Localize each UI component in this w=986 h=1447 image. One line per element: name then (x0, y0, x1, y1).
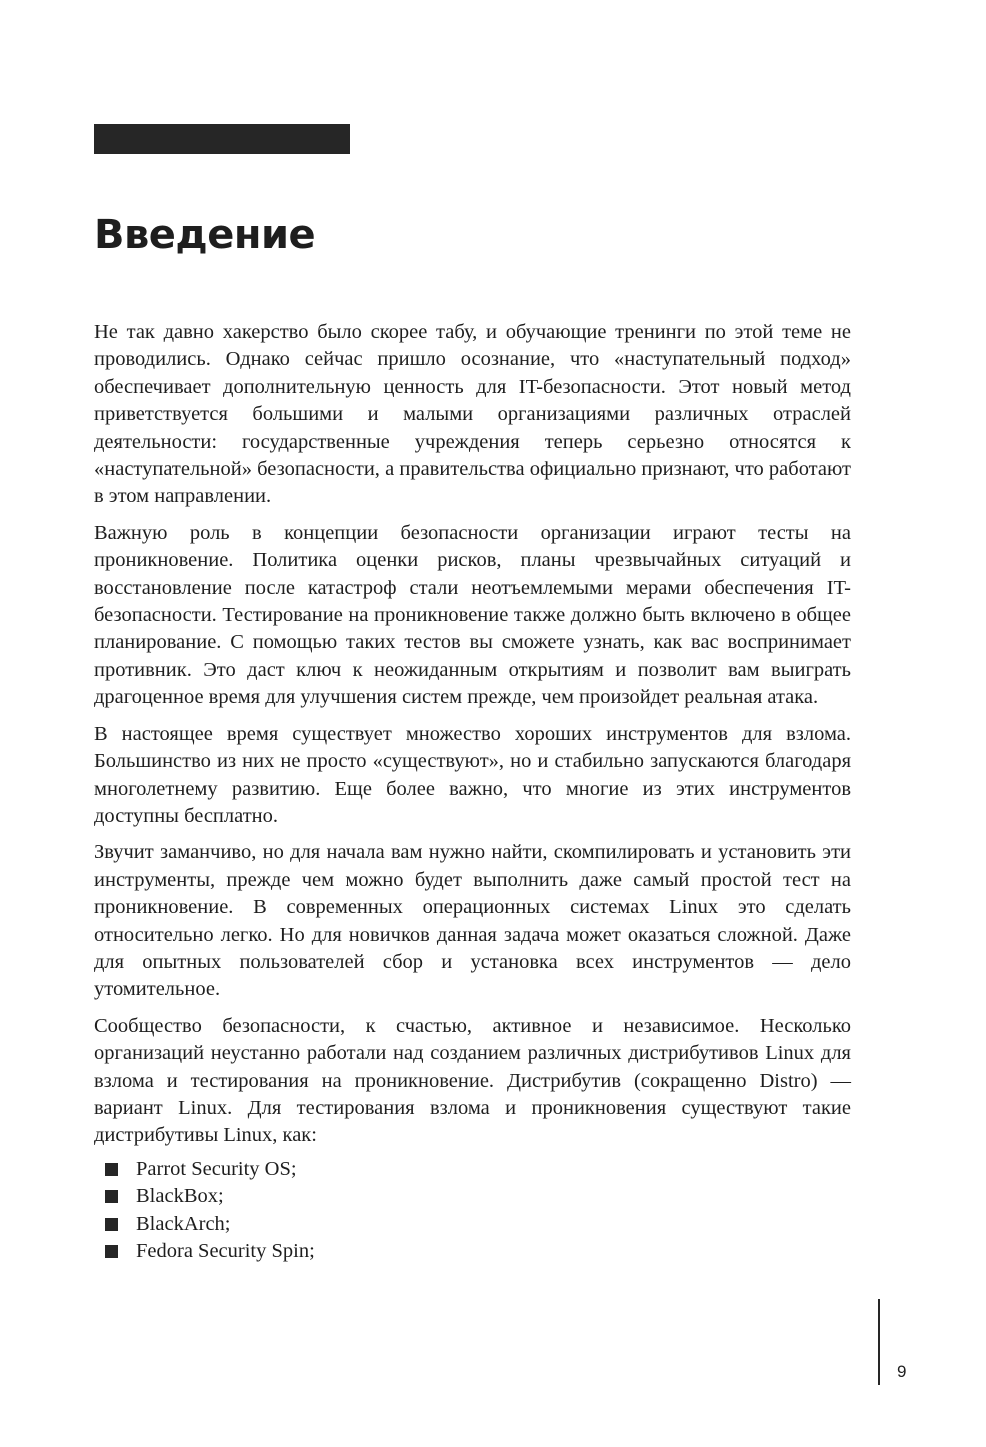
list-item (94, 1156, 851, 1183)
list-item-label: BlackArch; (136, 1212, 231, 1235)
page-number-rule (878, 1299, 880, 1385)
paragraph-5: Сообщество безопасности, к счастью, активное и независимое. Несколько организаций неустанно работали над созданием различных дистрибутивов Linux для взлома и тестирования на проникновение. Дистрибутив (сокращенно Distro) — вариант Linux. Для тестирования взлома и проникновения существуют такие дистрибутивы Linux, как: (94, 1014, 851, 1147)
bullet-square-icon (105, 1218, 118, 1231)
body-text (94, 319, 851, 1265)
paragraph-2: Важную роль в концепции безопасности организации играют тесты на проникновение. Политика оценки рисков, планы чрезвычайных ситуаций и восстановление после катастроф стали неотъемлемыми мерами обеспечения IT-безопасности. Тестирование на проникновение также должно быть включено в общее планирование. С помощью таких тестов вы сможете узнать, как вас воспринимает противник. Это даст ключ к неожиданным открытиям и позволит вам выиграть драгоценное время для улучшения систем прежде, чем произойдет реальная атака. (94, 521, 851, 709)
list-item (94, 1183, 851, 1210)
list-item (94, 1211, 851, 1238)
list-item-label: Parrot Security OS; (136, 1157, 297, 1180)
distro-list (94, 1156, 851, 1266)
bullet-square-icon (105, 1163, 118, 1176)
list-item-label: BlackBox; (136, 1185, 224, 1208)
list-item (94, 1238, 851, 1265)
bullet-square-icon (105, 1245, 118, 1258)
paragraph-4: Звучит заманчиво, но для начала вам нужно найти, скомпилировать и установить эти инструменты, прежде чем можно будет выполнить даже самый простой тест на проникновение. В современных операционных системах Linux это сделать относительно легко. Но для новичков данная задача может оказаться сложной. Даже для опытных пользователей сбор и установка всех инструментов — дело утомительное. (94, 841, 851, 1001)
page-number: 9 (897, 1362, 907, 1381)
list-item-label: Fedora Security Spin; (136, 1239, 315, 1262)
chapter-header-bar (94, 124, 350, 154)
paragraph-3: В настоящее время существует множество хороших инструментов для взлома. Большинство из них не просто «существуют», но и стабильно запускаются благодаря многолетнему развитию. Еще более важно, что многие из этих инструментов доступны бесплатно. (94, 722, 851, 827)
paragraph-1: Не так давно хакерство было скорее табу, и обучающие тренинги по этой теме не проводились. Однако сейчас пришло осознание, что «наступательный подход» обеспечивает дополнительную ценность для IT-безопасности. Этот новый метод приветствуется большими и малыми организациями различных отраслей деятельности: государственные учреждения теперь серьезно относятся к «наступательной» безопасности, а правительства официально признают, что работают в этом направлении. (94, 321, 851, 508)
chapter-title: Введение (94, 212, 316, 258)
bullet-square-icon (105, 1190, 118, 1203)
